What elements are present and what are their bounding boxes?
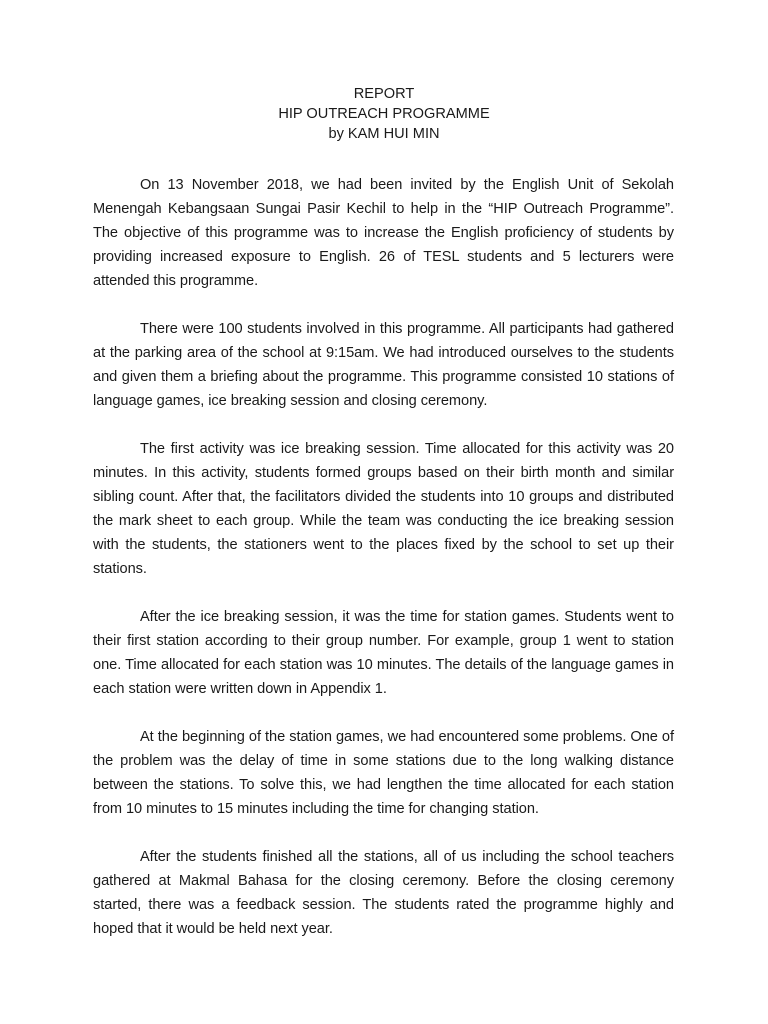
report-heading [0, 84, 768, 144]
paragraph-station-games: After the ice breaking session, it was the time for station games. Students went to their first station according to their group number. For example, group 1 went to station one. Time allocated for each station was 10 minutes. The details of the language games in each station were written down in Appendix 1. [93, 609, 674, 697]
paragraph-closing-ceremony: After the students finished all the stations, all of us including the school teachers gathered at Makmal Bahasa for the closing ceremony. Before the closing ceremony started, there was a feedback session. The students rated the programme highly and hoped that it would be held next year. [93, 849, 674, 937]
paragraph-problems: At the beginning of the station games, we had encountered some problems. One of the problem was the delay of time in some stations due to the long walking distance between the stations. To solve this, we had lengthen the time allocated for each station from 10 minutes to 15 minutes including the time for changing station. [93, 729, 674, 817]
paragraph-ice-breaking: The first activity was ice breaking session. Time allocated for this activity was 20 minutes. In this activity, students formed groups based on their birth month and similar sibling count. After that, the facilitators divided the students into 10 groups and distributed the mark sheet to each group. While the team was conducting the ice breaking session with the students, the stationers went to the places fixed by the school to set up their stations. [93, 441, 674, 577]
report-title: REPORT [353, 86, 415, 102]
paragraph-introduction: On 13 November 2018, we had been invited by the English Unit of Sekolah Menengah Kebangsaan Sungai Pasir Kechil to help in the “HIP Outreach Programme”. The objective of this programme was to increase the English proficiency of students by providing increased exposure to English. 26 of TESL students and 5 lecturers were attended this programme. [93, 177, 674, 289]
paragraph-participants: There were 100 students involved in this programme. All participants had gathered at the parking area of the school at 9:15am. We had introduced ourselves to the students and given them a briefing about the programme. This programme consisted 10 stations of language games, ice breaking session and closing ceremony. [93, 321, 674, 409]
report-subtitle: HIP OUTREACH PROGRAMME [278, 106, 490, 122]
report-author: by KAM HUI MIN [328, 126, 440, 142]
report-body [93, 173, 674, 941]
